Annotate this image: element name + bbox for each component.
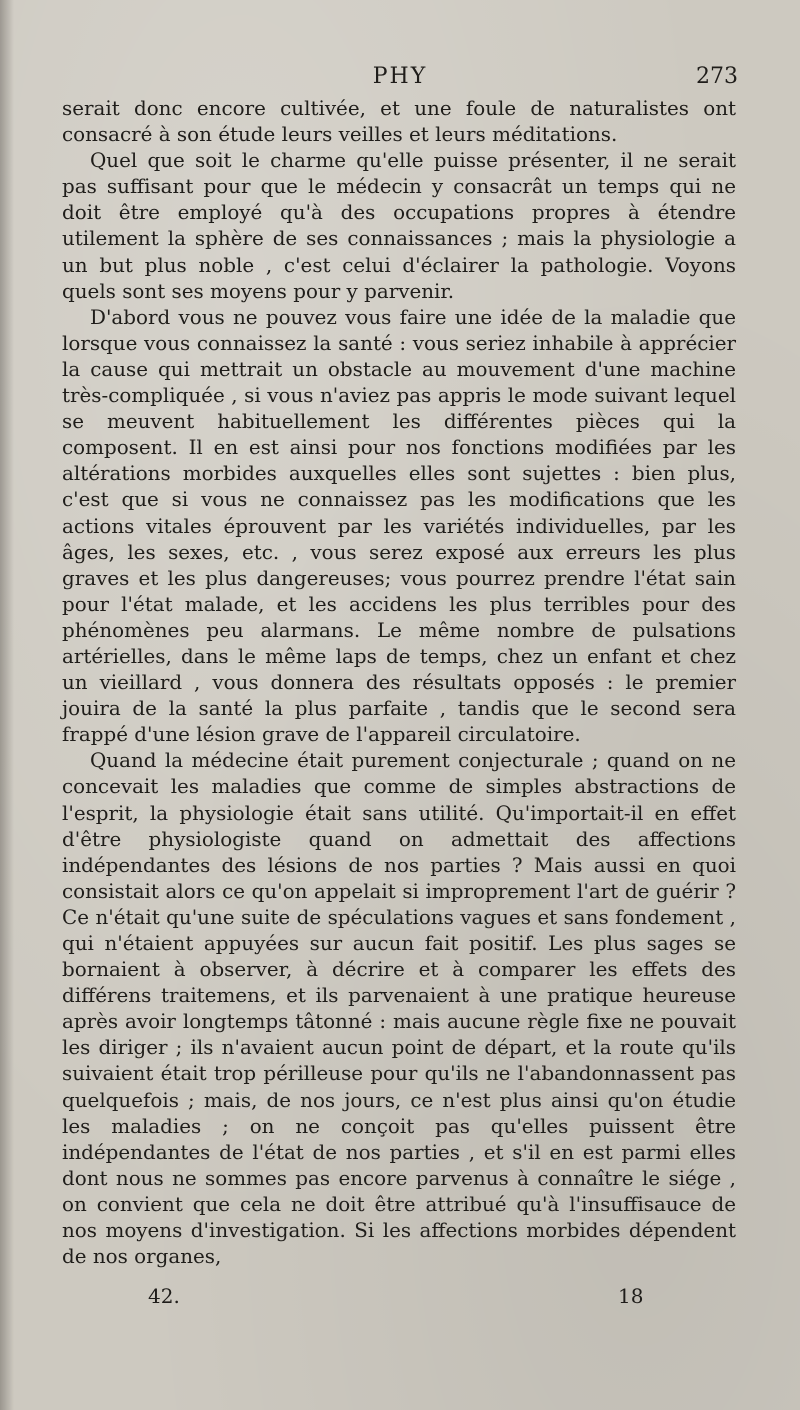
body-text (62, 96, 736, 1270)
binding-shadow (0, 0, 14, 1410)
paragraph: D'abord vous ne pouvez vous faire une idée de la maladie que lorsque vous connaissez la santé : vous seriez inhabile à apprécier la cause qui mettrait un obstacle au mouvement d'une machine très-compliquée , si vous n'aviez pas appris le mode suivant lequel se meuvent habituellement les différentes pièces qui la composent. Il en est ainsi pour nos fonctions modifiées par les altérations morbides auxquelles elles sont sujettes : bien plus, c'est que si vous ne connaissez pas les modifications que les actions vitales éprouvent par les variétés individuelles, par les âges, les sexes, etc. , vous serez exposé aux erreurs les plus graves et les plus dangereuses; vous pourrez prendre l'état sain pour l'état malade, et les accidens les plus terribles pour des phénomènes peu alarmans. Le même nombre de pulsations artérielles, dans le même laps de temps, chez un enfant et chez un vieillard , vous donnera des résultats opposés : le premier jouira de la santé la plus parfaite , tandis que le second sera frappé d'une lésion grave de l'appareil circulatoire. (62, 305, 736, 747)
paragraph: serait donc encore cultivée, et une foule de naturalistes ont consacré à son étude leurs veilles et leurs méditations. (62, 97, 736, 147)
paragraph: Quel que soit le charme qu'elle puisse présenter, il ne serait pas suffisant pour que le médecin y consacrât un temps qui ne doit être employé qu'à des occupations propres à étendre utilement la sphère de ses connaissances ; mais la physiologie a un but plus noble , c'est celui d'éclairer la pathologie. Voyons quels sont ses moyens pour y parvenir. (62, 149, 736, 303)
running-head: PHY (372, 64, 428, 89)
paragraph: Quand la médecine était purement conjecturale ; quand on ne concevait les maladies que comme de simples abstractions de l'esprit, la physiologie était sans utilité. Qu'importait-il en effet d'être physiologiste quand on admettait des affections indépendantes des lésions de nos parties ? Mais aussi en quoi consistait alors ce qu'on appelait si improprement l'art de guérir ? Ce n'était qu'une suite de spéculations vagues et sans fondement , qui n'étaient appuyées sur aucun fait positif. Les plus sages se bornaient à observer, à décrire et à comparer les effets des différens traitemens, et ils parvenaient à une pratique heureuse après avoir longtemps tâtonné : mais aucune règle fixe ne pouvait les diriger ; ils n'avaient aucun point de départ, et la route qu'ils suivaient était trop périlleuse pour qu'ils ne l'abandonnassent pas quelquefois ; mais, de nos jours, ce n'est plus ainsi qu'on étudie les maladies ; on ne conçoit pas qu'elles puissent être indépendantes de l'état de nos parties , et s'il en est parmi elles dont nous ne sommes pas encore parvenus à connaître le siége , on convient que cela ne doit être attribué qu'à l'insuffisauce de nos moyens d'investigation. Si les affections morbides dépendent de nos organes, (62, 749, 736, 1269)
page-footer (0, 1284, 800, 1314)
signature-mark: 42. (148, 1284, 180, 1308)
page-header (0, 64, 800, 94)
catchword: 18 (618, 1284, 644, 1308)
page-number: 273 (696, 64, 738, 89)
